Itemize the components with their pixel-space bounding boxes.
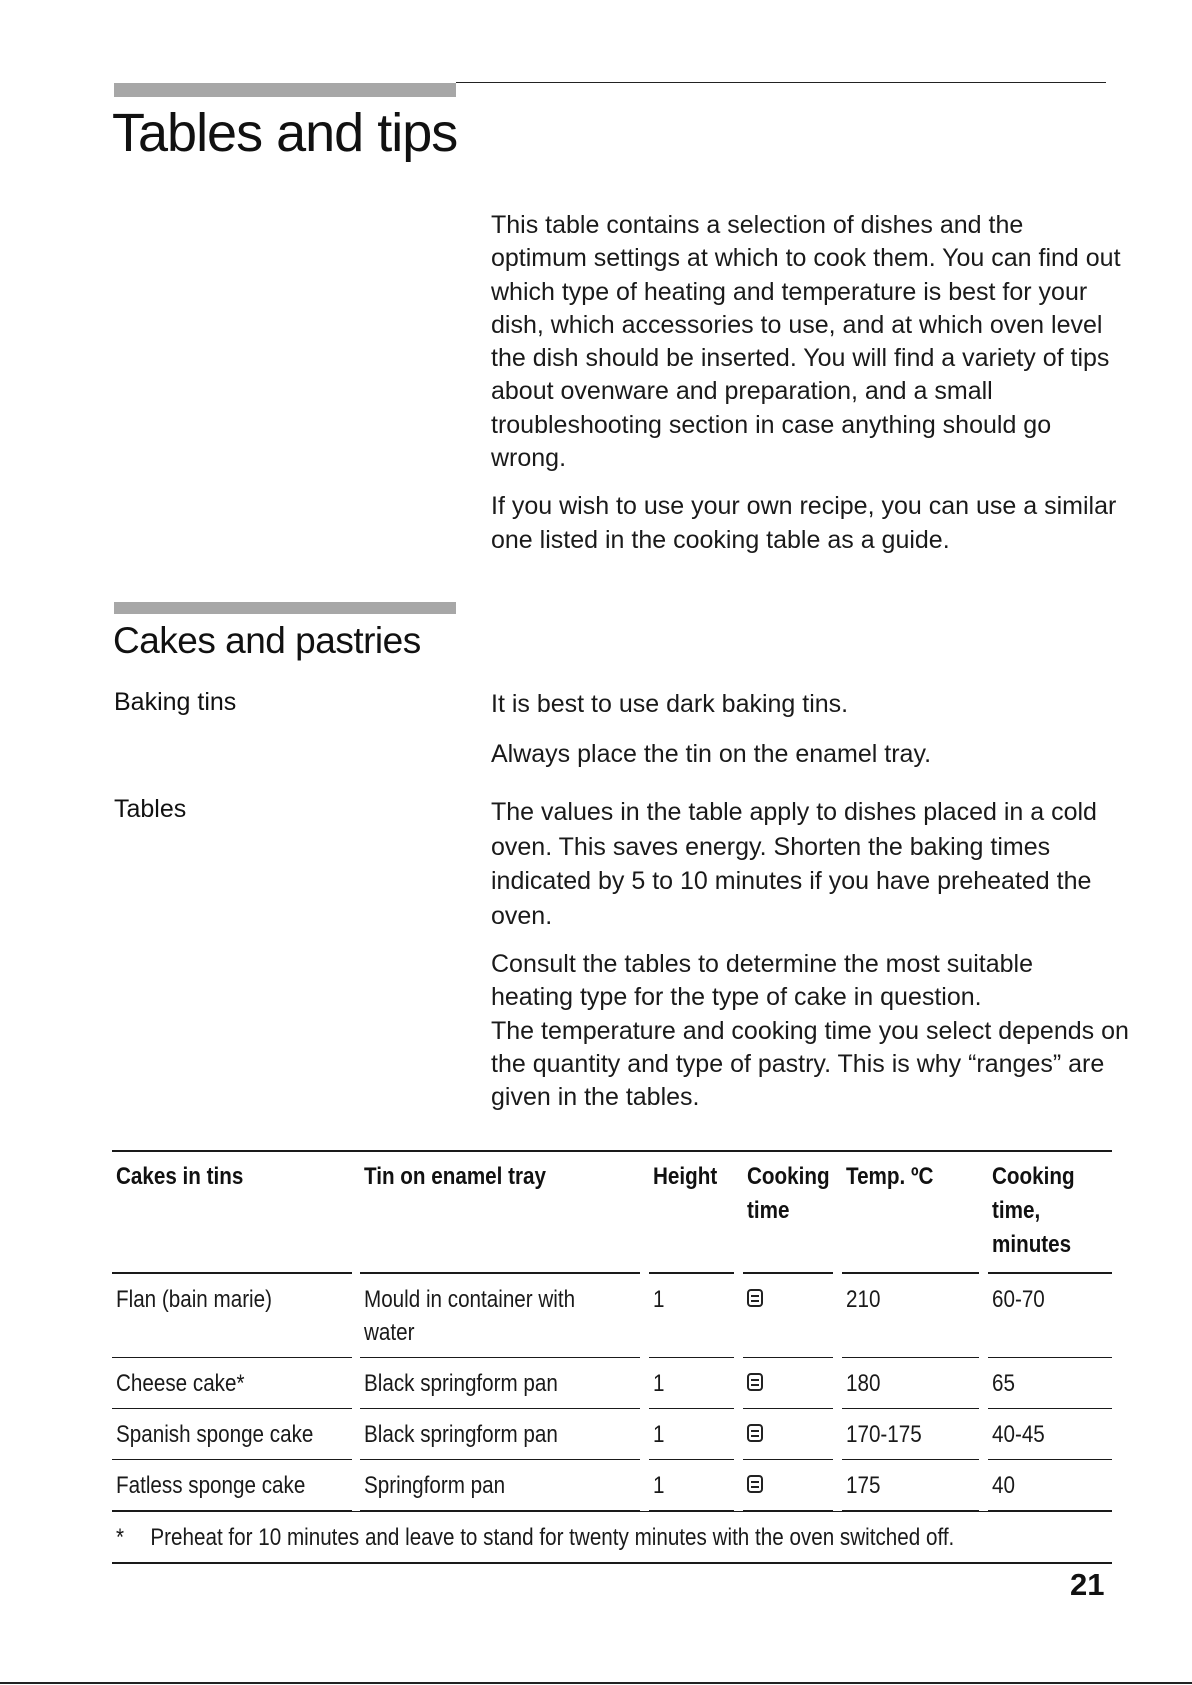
top-bottom-heat-icon xyxy=(747,1475,763,1493)
footnote-text: Preheat for 10 minutes and leave to stand for twenty minutes with the oven switched off. xyxy=(150,1524,955,1551)
table-row: Spanish sponge cake Black springform pan 1 170-175 40-45 xyxy=(112,1409,1112,1460)
col-header-temp: Temp. ºC xyxy=(842,1150,979,1274)
baking-tins-text xyxy=(491,688,1121,772)
tables-paragraph-2b: The temperature and cooking time you select depends on the quantity and type of pastry. This is why “ranges” are given in the tables. xyxy=(491,1016,1129,1112)
title-accent-bar xyxy=(114,83,456,97)
section-accent-bar xyxy=(114,602,456,614)
table-row: Flan (bain marie) Mould in container with water 1 210 60-70 xyxy=(112,1274,1112,1358)
section-title: Cakes and pastries xyxy=(113,620,421,661)
table-row: Cheese cake* Black springform pan 1 180 65 xyxy=(112,1358,1112,1409)
baking-tins-paragraph-1: It is best to use dark baking tins. xyxy=(491,690,849,718)
top-bottom-heat-icon xyxy=(747,1289,763,1307)
tables-text xyxy=(491,795,1131,1114)
tables-paragraph-1: The values in the table apply to dishes placed in a cold oven. This saves energy. Shorten the baking times indicated by 5 to 10 minutes if you have preheated the oven. xyxy=(491,798,1097,930)
footnote-marker: * xyxy=(116,1524,125,1551)
page-title: Tables and tips xyxy=(112,103,458,163)
intro-paragraph-1: This table contains a selection of dishes and the optimum settings at which to cook them. You can find out which type of heating and temperature is best for your dish, which accessories to use, and at which oven level the dish should be inserted. You will find a variety of tips about ovenware and preparation, and a small troubleshooting section in case anything should go wrong. xyxy=(491,211,1121,473)
col-header-minutes: Cooking time, minutes xyxy=(988,1150,1112,1274)
col-header-tin: Tin on enamel tray xyxy=(360,1150,640,1274)
intro-paragraph-2: If you wish to use your own recipe, you can use a similar one listed in the cooking table as a guide. xyxy=(491,492,1117,554)
tables-paragraph-2a: Consult the tables to determine the most suitable heating type for the type of cake in question. xyxy=(491,950,1033,1012)
top-bottom-heat-icon xyxy=(747,1424,763,1442)
col-header-height: Height xyxy=(649,1150,734,1274)
top-bottom-heat-icon xyxy=(747,1373,763,1391)
table-footnote-row xyxy=(112,1511,1112,1564)
page-number: 21 xyxy=(1070,1567,1105,1602)
baking-tins-label: Baking tins xyxy=(114,688,237,716)
col-header-cakes: Cakes in tins xyxy=(112,1150,352,1274)
table-header-row xyxy=(112,1150,1112,1274)
tables-label: Tables xyxy=(114,795,187,823)
col-header-cooking-type: Cooking time xyxy=(743,1150,834,1274)
table-row: Fatless sponge cake Springform pan 1 175 40 xyxy=(112,1460,1112,1511)
baking-tins-paragraph-2: Always place the tin on the enamel tray. xyxy=(491,740,932,769)
cooking-table xyxy=(112,1150,1112,1564)
intro-text xyxy=(491,209,1121,557)
page-bottom-edge xyxy=(0,1682,1192,1684)
title-rule xyxy=(456,82,1106,83)
